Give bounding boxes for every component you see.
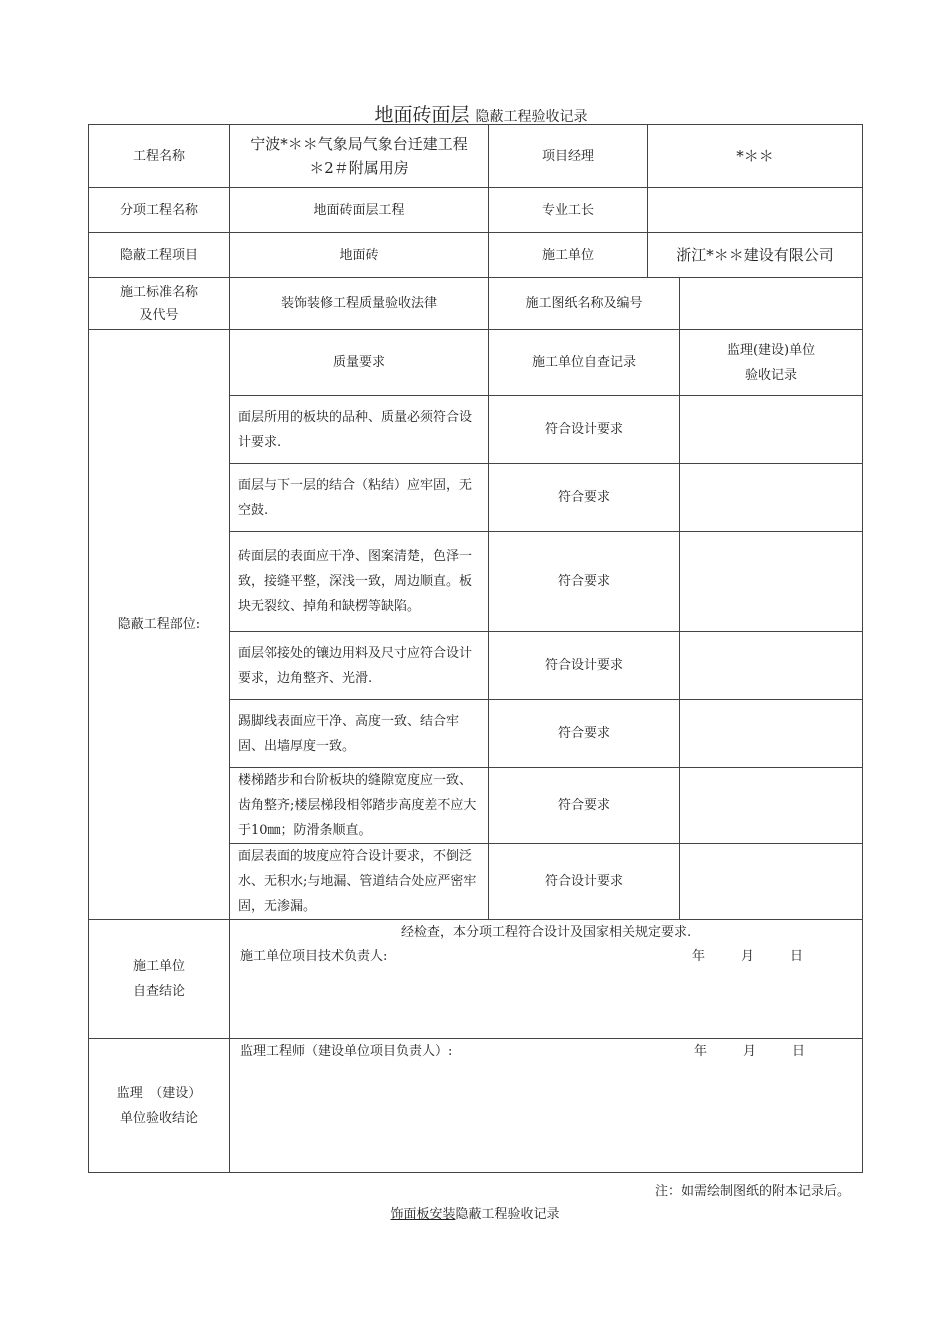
acceptance-record-table (88, 124, 863, 1173)
col-requirement: 质量要求 (230, 330, 489, 396)
col-supervision-line1: 监理(建设)单位 (726, 342, 816, 358)
project-manager-value: *＊＊ (648, 125, 863, 188)
table-row (89, 330, 863, 396)
requirement-text: 面层与下一层的结合（粘结）应牢固，无空鼓. (230, 464, 489, 532)
self-record-value: 符合要求 (489, 700, 680, 768)
page-title (0, 100, 950, 127)
sub-project-value: 地面砖面层工程 (230, 188, 489, 233)
date-month: 月 (741, 949, 755, 964)
table-row (89, 278, 863, 330)
self-check-label-line2: 自查结论 (132, 984, 185, 999)
supervision-label-line2: 单位验收结论 (119, 1110, 198, 1126)
project-name-label: 工程名称 (89, 125, 230, 188)
title-sub: 隐蔽工程验收记录 (475, 109, 588, 125)
next-form-title (0, 1203, 950, 1222)
sub-project-label: 分项工程名称 (89, 188, 230, 233)
supervision-record-cell (680, 844, 863, 920)
supervision-conclusion-cell (230, 1039, 863, 1173)
table-row (89, 188, 863, 233)
foreman-value (648, 188, 863, 233)
standard-label (89, 278, 230, 330)
table-row (89, 233, 863, 278)
supervision-record-cell (680, 396, 863, 464)
col-supervision-line2: 验收记录 (745, 367, 798, 383)
requirement-text: 踢脚线表面应干净、高度一致、结合牢固、出墙厚度一致。 (230, 700, 489, 768)
table-row (89, 920, 863, 1039)
self-check-conclusion-cell (230, 920, 863, 1039)
foreman-label: 专业工长 (489, 188, 648, 233)
requirement-text: 面层表面的坡度应符合设计要求，不倒泛水、无积水;与地漏、管道结合处应严密牢固，无渗漏。 (230, 844, 489, 920)
self-record-value: 符合要求 (489, 464, 680, 532)
supervision-record-cell (680, 532, 863, 632)
col-supervision (680, 330, 863, 396)
footnote: 注：如需绘制图纸的附本记录后。 (654, 1184, 850, 1199)
next-title-main: 饰面板安装 (390, 1207, 456, 1222)
contractor-value: 浙江*＊＊建设有限公司 (648, 233, 863, 278)
hidden-item-label: 隐蔽工程项目 (89, 233, 230, 278)
drawing-label: 施工图纸名称及编号 (489, 278, 680, 330)
self-record-value: 符合设计要求 (489, 844, 680, 920)
self-check-date (692, 944, 803, 969)
hidden-item-value: 地面砖 (230, 233, 489, 278)
date-day: 日 (790, 949, 804, 964)
self-check-signer-label: 施工单位项目技术负责人: (240, 949, 388, 964)
self-check-label-line1: 施工单位 (132, 959, 185, 974)
self-record-value: 符合设计要求 (489, 396, 680, 464)
project-manager-label: 项目经理 (489, 125, 648, 188)
table-row (89, 125, 863, 188)
self-record-value: 符合要求 (489, 768, 680, 844)
supervision-record-cell (680, 632, 863, 700)
date-month: 月 (743, 1044, 757, 1059)
title-main: 地面砖面层 (374, 104, 470, 126)
supervision-date (694, 1039, 805, 1064)
contractor-label: 施工单位 (489, 233, 648, 278)
supervision-record-cell (680, 768, 863, 844)
date-year: 年 (694, 1044, 708, 1059)
date-day: 日 (792, 1044, 806, 1059)
self-record-value: 符合设计要求 (489, 632, 680, 700)
supervision-label (89, 1039, 230, 1173)
table-row (89, 1039, 863, 1173)
date-year: 年 (692, 949, 706, 964)
hidden-location-label: 隐蔽工程部位: (89, 330, 230, 920)
self-record-value: 符合要求 (489, 532, 680, 632)
self-check-label (89, 920, 230, 1039)
supervision-label-line1: 监理 （建设） (116, 1085, 202, 1101)
supervision-record-cell (680, 700, 863, 768)
next-title-sub: 隐蔽工程验收记录 (455, 1207, 560, 1222)
standard-label-line2: 及代号 (139, 307, 179, 323)
standard-label-line1: 施工标准名称 (119, 284, 198, 300)
project-name-value: 宁波*＊＊气象局气象台迁建工程＊2＃附属用房 (230, 125, 489, 188)
self-check-conclusion: 经检查，本分项工程符合设计及国家相关规定要求. (400, 925, 692, 940)
supervision-signer-label: 监理工程师（建设单位项目负责人）: (240, 1044, 453, 1059)
requirement-text: 楼梯踏步和台阶板块的缝隙宽度应一致、齿角整齐;楼层梯段相邻踏步高度差不应大于10㎜；防滑条顺直。 (230, 768, 489, 844)
supervision-record-cell (680, 464, 863, 532)
standard-value: 装饰装修工程质量验收法律 (230, 278, 489, 330)
requirement-text: 砖面层的表面应干净、图案清楚，色泽一致，接缝平整，深浅一致，周边顺直。板块无裂纹、掉角和缺楞等缺陷。 (230, 532, 489, 632)
requirement-text: 面层所用的板块的品种、质量必须符合设计要求. (230, 396, 489, 464)
col-self-record: 施工单位自查记录 (489, 330, 680, 396)
requirement-text: 面层邻接处的镶边用料及尺寸应符合设计要求，边角整齐、光滑. (230, 632, 489, 700)
drawing-value (680, 278, 863, 330)
